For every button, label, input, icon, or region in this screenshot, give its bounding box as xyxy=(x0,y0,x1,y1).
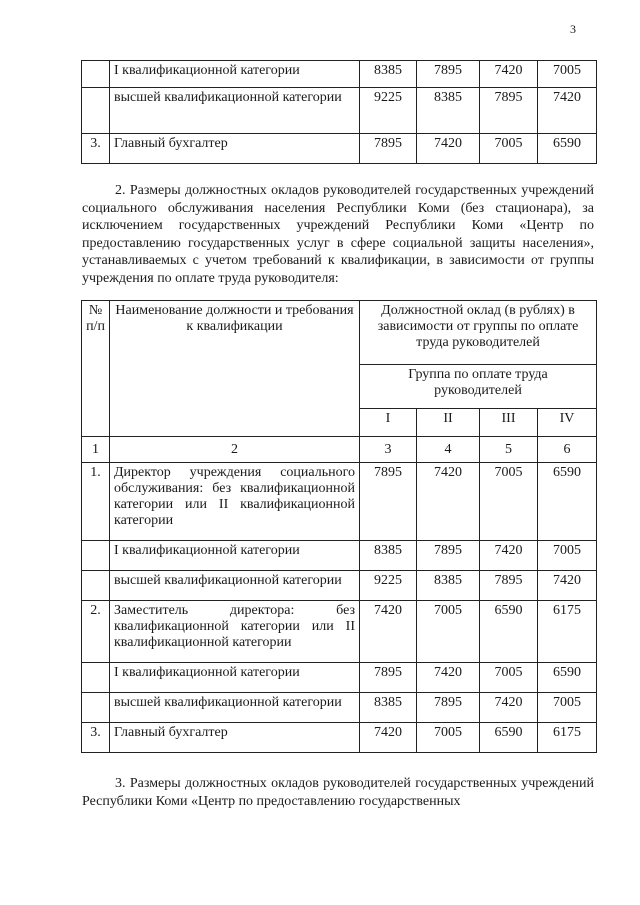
header-position: Наименование должности и требования к квалификации xyxy=(110,301,360,437)
group-label: II xyxy=(417,409,480,437)
row-number xyxy=(82,541,110,571)
salary-value: 7420 xyxy=(538,571,597,601)
paragraph-2: 2. Размеры должностных окладов руководителей государственных учреждений социального обслуживания населения Республики Коми (без стационара), за исключением государственных учреждений Республики Коми «Центр по предоставлению государственных услуг в сфере социальной защиты населения», устанавливаемых с учетом требований к квалификации, в зависимости от группы учреждения по оплате труда руководителя: xyxy=(82,183,594,286)
salary-value: 7420 xyxy=(480,693,538,723)
table-row xyxy=(82,601,597,663)
column-index: 6 xyxy=(538,437,597,463)
salary-value: 8385 xyxy=(360,693,417,723)
row-number: 1. xyxy=(82,463,110,541)
salary-value: 6590 xyxy=(480,723,538,753)
position-name: высшей квалификационной категории xyxy=(110,571,360,601)
position-name: I квалификационной категории xyxy=(110,541,360,571)
salary-value: 6175 xyxy=(538,723,597,753)
salary-value: 7420 xyxy=(417,134,480,164)
salary-value: 6590 xyxy=(538,663,597,693)
position-name: Главный бухгалтер xyxy=(110,723,360,753)
table-row xyxy=(82,88,597,134)
position-name: Заместитель директора: без квалификационной категории или II квалификационной категории xyxy=(110,601,360,663)
salary-value: 9225 xyxy=(360,88,417,134)
row-number xyxy=(82,88,110,134)
column-index: 1 xyxy=(82,437,110,463)
salary-value: 6590 xyxy=(538,134,597,164)
header-group: Группа по оплате труда руководителей xyxy=(360,365,597,409)
salary-value: 7005 xyxy=(480,134,538,164)
column-index: 3 xyxy=(360,437,417,463)
column-index: 2 xyxy=(110,437,360,463)
top-salary-table xyxy=(81,60,597,164)
header-salary: Должностной оклад (в рублях) в зависимости от группы по оплате труда руководителей xyxy=(360,301,597,365)
row-number xyxy=(82,61,110,88)
column-index: 4 xyxy=(417,437,480,463)
salary-value: 8385 xyxy=(417,571,480,601)
salary-value: 7420 xyxy=(417,663,480,693)
table-row xyxy=(82,693,597,723)
salary-value: 8385 xyxy=(360,61,417,88)
header-number: № п/п xyxy=(82,301,110,437)
position-name: высшей квалификационной категории xyxy=(110,88,360,134)
table-row xyxy=(82,663,597,693)
position-name: Главный бухгалтер xyxy=(110,134,360,164)
table-row xyxy=(82,463,597,541)
salary-value: 7005 xyxy=(538,541,597,571)
group-label: III xyxy=(480,409,538,437)
table-row xyxy=(82,61,597,88)
group-label: IV xyxy=(538,409,597,437)
row-number xyxy=(82,571,110,601)
salary-value: 7895 xyxy=(417,61,480,88)
salary-value: 7895 xyxy=(360,134,417,164)
table-row xyxy=(82,723,597,753)
salary-value: 7895 xyxy=(360,463,417,541)
row-number xyxy=(82,693,110,723)
table-row xyxy=(82,541,597,571)
page-number: 3 xyxy=(570,22,576,36)
row-number: 3. xyxy=(82,723,110,753)
position-name: I квалификационной категории xyxy=(110,663,360,693)
position-name: высшей квалификационной категории xyxy=(110,693,360,723)
salary-value: 6175 xyxy=(538,601,597,663)
salary-value: 9225 xyxy=(360,571,417,601)
salary-value: 7420 xyxy=(360,723,417,753)
salary-value: 7895 xyxy=(417,541,480,571)
salary-value: 7005 xyxy=(480,463,538,541)
salary-value: 8385 xyxy=(360,541,417,571)
row-number: 3. xyxy=(82,134,110,164)
salary-value: 6590 xyxy=(538,463,597,541)
column-index: 5 xyxy=(480,437,538,463)
salary-value: 7420 xyxy=(480,541,538,571)
table-row xyxy=(82,134,597,164)
salary-value: 7005 xyxy=(538,61,597,88)
salary-value: 7895 xyxy=(417,693,480,723)
salary-value: 7420 xyxy=(480,61,538,88)
salary-value: 6590 xyxy=(480,601,538,663)
salary-value: 7895 xyxy=(360,663,417,693)
salary-value: 7420 xyxy=(417,463,480,541)
salary-value: 7005 xyxy=(480,663,538,693)
salary-value: 7420 xyxy=(360,601,417,663)
position-name: Директор учреждения социального обслуживания: без квалификационной категории или II квалификационной категории xyxy=(110,463,360,541)
salary-value: 7895 xyxy=(480,88,538,134)
salary-value: 8385 xyxy=(417,88,480,134)
salary-value: 7005 xyxy=(417,723,480,753)
row-number xyxy=(82,663,110,693)
index-row xyxy=(82,437,597,463)
table-row xyxy=(82,571,597,601)
group-label: I xyxy=(360,409,417,437)
salary-value: 7895 xyxy=(480,571,538,601)
paragraph-3: 3. Размеры должностных окладов руководителей государственных учреждений Республики Коми «Центр по предоставлению государственных xyxy=(82,776,594,809)
header-row xyxy=(82,301,597,365)
salary-value: 7005 xyxy=(417,601,480,663)
salary-value: 7005 xyxy=(538,693,597,723)
main-salary-table xyxy=(81,300,597,753)
salary-value: 7420 xyxy=(538,88,597,134)
position-name: I квалификационной категории xyxy=(110,61,360,88)
row-number: 2. xyxy=(82,601,110,663)
